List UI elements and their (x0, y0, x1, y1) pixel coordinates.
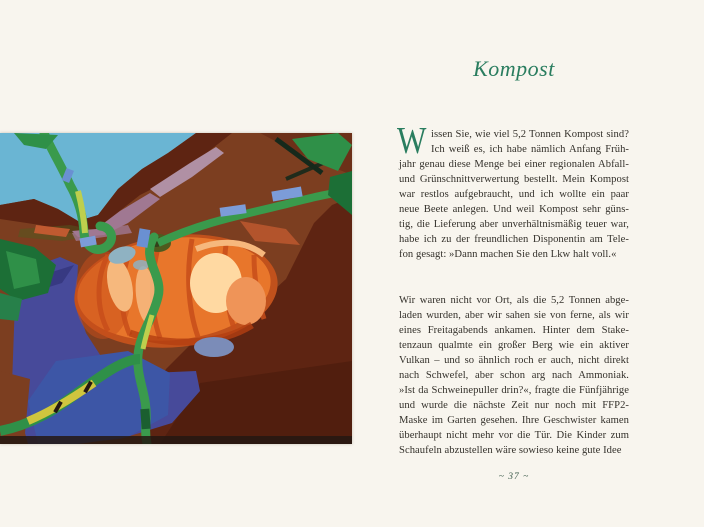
text-line: Vulkan – und so ähnlich roch er auch, nicht direkt (399, 355, 629, 366)
text-line: issen Sie, wie viel 5,2 Tonnen Kompost sind? (431, 129, 629, 140)
canvas-bottom-edge (0, 436, 352, 444)
text-line: laden wurden, aber wir sahen sie von ferne, als wir (399, 310, 629, 321)
text-line: eines Freitagabends ankamen. Hinter dem Stake- (399, 325, 629, 336)
drop-cap: W (397, 120, 427, 162)
page-number: ~ 37 ~ (498, 472, 530, 482)
painting-canvas (0, 133, 352, 444)
paragraph-1 (397, 120, 629, 262)
text-line: überhaupt nicht mehr vor die Tür. Die Kinder zum (399, 430, 629, 441)
text-line: jahr genau diese Menge bei einer regionalen Abfall- (399, 159, 629, 170)
text-line: fon gesagt: »Dann machen Sie den Lkw halt voll.« (399, 249, 617, 260)
text-line: nach Schwefel, aber schon arg nach Ammoniak. (399, 370, 629, 381)
text-line: und Grünschnittverwertung bestellt. Mein Kompost (399, 174, 629, 185)
text-line: habe ich zu der freundlichen Disponentin am Tele- (399, 234, 629, 245)
text-line: »Ist da Schweinepuller drin?«, fragte die Fünfjährige (399, 385, 629, 396)
text-line: Ich weiß es, ich habe nämlich Anfang Früh- (431, 144, 629, 155)
pumpkin-painting (0, 133, 352, 444)
text-line: war restlos aufgebraucht, und ich wollte ein paar (399, 189, 629, 200)
text-line: und wurde die nächste Zeit nur noch mit FFP2- (399, 400, 629, 411)
text-line: Maske im Garten gesehen. Ihre Geschwister kamen (399, 415, 629, 426)
paragraph-2 (399, 293, 629, 458)
text-line: Schaufeln abzustellen wäre sowieso keine gute Idee (399, 445, 622, 456)
text-line: tig, die Lieferung aber unverhältnismäßig teuer war, (399, 219, 629, 230)
text-line: Wir waren nicht vor Ort, als die 5,2 Tonnen abge- (399, 295, 629, 306)
text-line: neue Beete anlegen. Und weil Kompost sehr güns- (399, 204, 629, 215)
text-line: tenzaun qualmte ein großer Berg wie ein aktiver (399, 340, 629, 351)
chapter-title: Kompost (473, 56, 555, 81)
